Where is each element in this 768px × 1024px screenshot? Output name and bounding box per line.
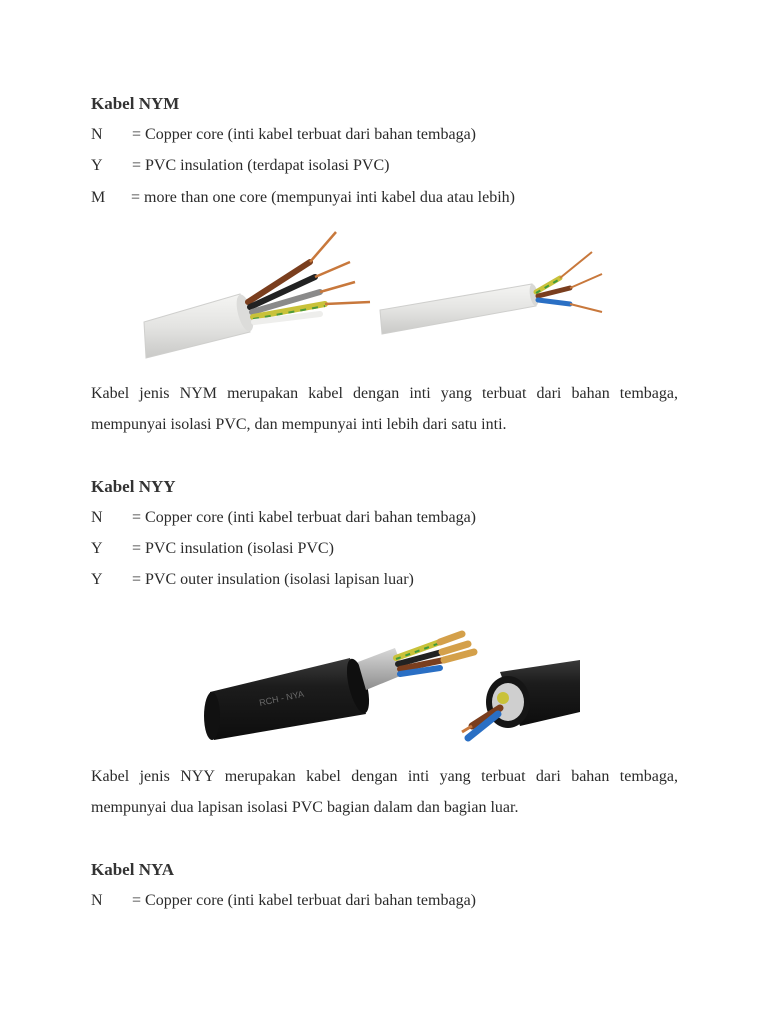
- def-text: = PVC insulation (terdapat isolasi PVC): [132, 157, 390, 174]
- def-letter: M: [91, 189, 106, 206]
- def-text: = PVC insulation (isolasi PVC): [132, 540, 334, 557]
- def-text: = PVC outer insulation (isolasi lapisan luar): [132, 571, 414, 588]
- def-letter: N: [91, 126, 103, 143]
- paragraph-line: mempunyai isolasi PVC, dan mempunyai inti lebih dari satu inti.: [91, 416, 507, 433]
- paragraph-nym: [91, 378, 678, 440]
- def-letter: N: [91, 892, 103, 909]
- def-text: = Copper core (inti kabel terbuat dari bahan tembaga): [132, 892, 476, 909]
- def-letter: Y: [91, 157, 103, 174]
- def-text: = Copper core (inti kabel terbuat dari bahan tembaga): [132, 509, 476, 526]
- paragraph-line: mempunyai dua lapisan isolasi PVC bagian dalam dan bagian luar.: [91, 799, 519, 816]
- paragraph-nyy: [91, 761, 678, 823]
- nyy-cable-image: [200, 622, 585, 752]
- def-letter: Y: [91, 571, 103, 588]
- heading-kabel-nym: Kabel NYM: [91, 94, 180, 113]
- def-text: = more than one core (mempunyai inti kabel dua atau lebih): [131, 189, 515, 206]
- nym-cable-image: [140, 222, 610, 362]
- def-text: = Copper core (inti kabel terbuat dari bahan tembaga): [132, 126, 476, 143]
- def-letter: Y: [91, 540, 103, 557]
- paragraph-line: Kabel jenis NYY merupakan kabel dengan inti yang terbuat dari bahan tembaga,: [91, 768, 678, 785]
- heading-kabel-nya: Kabel NYA: [91, 860, 174, 879]
- paragraph-line: Kabel jenis NYM merupakan kabel dengan inti yang terbuat dari bahan tembaga,: [91, 385, 678, 402]
- heading-kabel-nyy: Kabel NYY: [91, 477, 176, 496]
- cable-print-text: RCH - NYA: [258, 688, 305, 708]
- def-letter: N: [91, 509, 103, 526]
